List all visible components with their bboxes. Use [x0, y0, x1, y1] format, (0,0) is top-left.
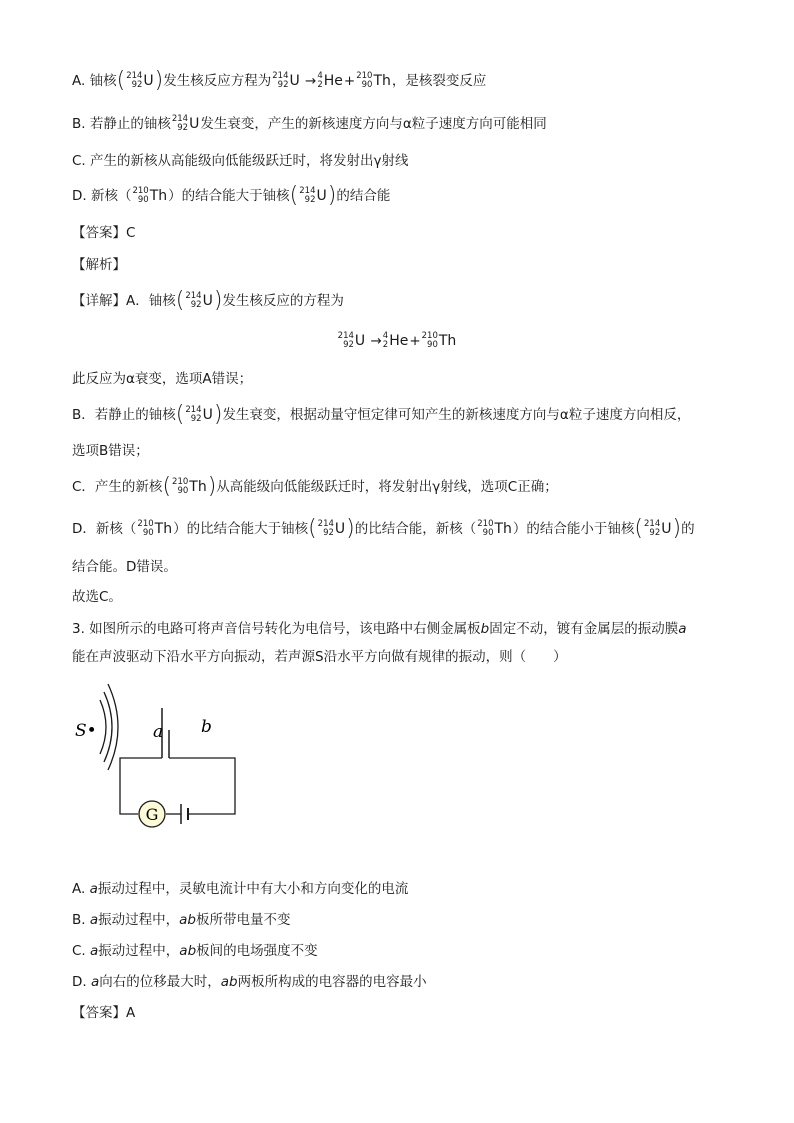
detail-d: D．新核（ 210 90 Th ）的比结合能大于铀核( 214 92 U )的比结合能，新核（ 210 90 Th ）的结合能小于铀核( 214 92 U )的 — [72, 516, 695, 541]
answer-2: 【答案】A — [72, 1005, 136, 1021]
circuit-figure — [72, 680, 252, 835]
q3-option-a: A. a振动过程中，灵敏电流计中有大小和方向变化的电流 — [72, 881, 409, 897]
detail-d-result: 结合能。D错误。 — [72, 559, 177, 575]
sound-wave-3 — [108, 684, 118, 770]
decay-equation: 214 92 U → 4 2 He + 210 90 Th — [337, 331, 457, 350]
q3-option-c: C. a振动过程中，ab板间的电场强度不变 — [72, 943, 318, 959]
detail-a: 【详解】A．铀核( 214 92 U )发生核反应的方程为 — [72, 288, 344, 313]
sound-wave-1 — [100, 700, 106, 754]
plate-b-label: b — [201, 717, 212, 737]
q2-option-d: D. 新核（ 210 90 Th ）的结合能大于铀核( 214 92 U )的结合能 — [72, 183, 391, 208]
q2-option-c: C. 产生的新核从高能级向低能级跃迁时，将发射出γ射线 — [72, 153, 409, 169]
analysis-label: 【解析】 — [72, 257, 126, 273]
detail-b-result: 选项B错误； — [72, 443, 149, 459]
detail-c: C．产生的新核( 210 90 Th )从高能级向低能级跃迁时，将发射出γ射线，选项C正确； — [72, 474, 558, 499]
detail-a-result: 此反应为α衰变，选项A错误； — [72, 371, 253, 387]
nuclide-u: 214 92 U — [126, 71, 154, 90]
q2-option-a: A. 铀核( 214 92 U )发生核反应方程为 214 92 U → 4 2 He + 210 90 Th ，是核裂变反应 — [72, 68, 487, 93]
q3-option-d: D. a向右的位移最大时，ab两板所构成的电容器的电容最小 — [72, 974, 427, 990]
wire-right — [169, 758, 235, 814]
plate-a-label: a — [153, 722, 164, 742]
sound-wave-2 — [104, 692, 112, 762]
q3-option-b: B. a振动过程中，ab板所带电量不变 — [72, 912, 291, 928]
q3-stem-line2: 能在声波驱动下沿水平方向振动，若声源S沿水平方向做有规律的振动，则（ ） — [72, 649, 567, 665]
conclusion: 故选C。 — [72, 589, 122, 605]
sound-source-label: S• — [75, 721, 97, 741]
answer-1: 【答案】C — [72, 225, 136, 241]
q3-stem-line1: 3. 如图所示的电路可将声音信号转化为电信号，该电路中右侧金属板b固定不动，镀有金属层的振动膜a — [72, 621, 687, 637]
detail-b: B．若静止的铀核( 214 92 U )发生衰变，根据动量守恒定律可知产生的新核速度方向与α粒子速度方向相反， — [72, 402, 691, 427]
q2-option-b: B. 若静止的铀核 214 92 U 发生衰变，产生的新核速度方向与α粒子速度方向可能相同 — [72, 114, 547, 133]
galvanometer-label: G — [145, 805, 159, 824]
